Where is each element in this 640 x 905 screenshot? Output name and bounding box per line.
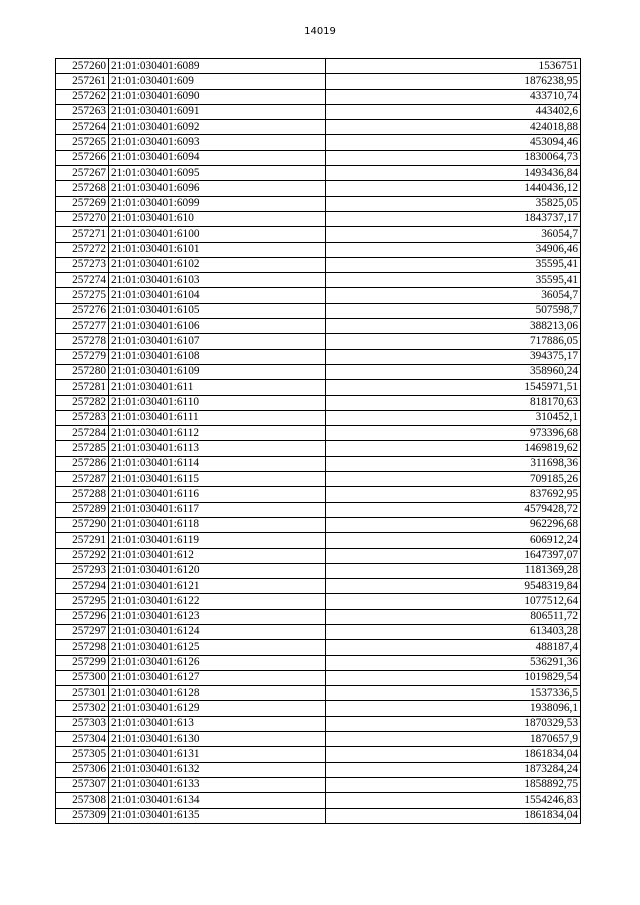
- row-number-cell: 257288: [56, 487, 109, 502]
- cadastral-number-cell: 21:01:030401:6125: [109, 640, 326, 655]
- table-row: [56, 150, 581, 165]
- table-body: [56, 59, 581, 824]
- cadastral-number-cell: 21:01:030401:6121: [109, 579, 326, 594]
- cadastral-number-cell: 21:01:030401:6093: [109, 135, 326, 150]
- row-number-cell: 257278: [56, 334, 109, 349]
- cadastral-value-cell: 507598,7: [326, 303, 581, 318]
- table-row: [56, 670, 581, 685]
- cadastral-value-cell: 388213,06: [326, 319, 581, 334]
- table-row: [56, 181, 581, 196]
- table-row: [56, 89, 581, 104]
- row-number-cell: 257294: [56, 579, 109, 594]
- row-number-cell: 257298: [56, 640, 109, 655]
- cadastral-value-cell: 1938096,1: [326, 701, 581, 716]
- cadastral-value-cell: 433710,74: [326, 89, 581, 104]
- table-row: [56, 456, 581, 471]
- cadastral-number-cell: 21:01:030401:6126: [109, 655, 326, 670]
- table-row: [56, 686, 581, 701]
- row-number-cell: 257308: [56, 793, 109, 808]
- row-number-cell: 257263: [56, 104, 109, 119]
- table-row: [56, 762, 581, 777]
- table-row: [56, 533, 581, 548]
- table-row: [56, 808, 581, 823]
- cadastral-number-cell: 21:01:030401:6124: [109, 624, 326, 639]
- table-row: [56, 120, 581, 135]
- cadastral-value-cell: 709185,26: [326, 472, 581, 487]
- table-row: [56, 380, 581, 395]
- row-number-cell: 257265: [56, 135, 109, 150]
- table-row: [56, 364, 581, 379]
- cadastral-number-cell: 21:01:030401:609: [109, 74, 326, 89]
- cadastral-value-cell: 806511,72: [326, 609, 581, 624]
- row-number-cell: 257273: [56, 257, 109, 272]
- page-number: 14019: [304, 26, 336, 37]
- cadastral-value-cell: 1843737,17: [326, 211, 581, 226]
- cadastral-value-cell: 1876238,95: [326, 74, 581, 89]
- cadastral-number-cell: 21:01:030401:610: [109, 211, 326, 226]
- cadastral-number-cell: 21:01:030401:6122: [109, 594, 326, 609]
- cadastral-number-cell: 21:01:030401:6127: [109, 670, 326, 685]
- cadastral-number-cell: 21:01:030401:6103: [109, 273, 326, 288]
- cadastral-value-cell: 1019829,54: [326, 670, 581, 685]
- cadastral-number-cell: 21:01:030401:6132: [109, 762, 326, 777]
- table-row: [56, 777, 581, 792]
- row-number-cell: 257260: [56, 59, 109, 74]
- cadastral-value-cell: 717886,05: [326, 334, 581, 349]
- row-number-cell: 257269: [56, 196, 109, 211]
- table-row: [56, 303, 581, 318]
- row-number-cell: 257272: [56, 242, 109, 257]
- cadastral-number-cell: 21:01:030401:6105: [109, 303, 326, 318]
- table-row: [56, 227, 581, 242]
- cadastral-value-cell: 453094,46: [326, 135, 581, 150]
- cadastral-value-cell: 358960,24: [326, 364, 581, 379]
- cadastral-value-cell: 311698,36: [326, 456, 581, 471]
- cadastral-number-cell: 21:01:030401:6135: [109, 808, 326, 823]
- cadastral-value-cell: 606912,24: [326, 533, 581, 548]
- row-number-cell: 257276: [56, 303, 109, 318]
- table-row: [56, 349, 581, 364]
- cadastral-value-table: [55, 58, 581, 824]
- cadastral-value-cell: 35825,05: [326, 196, 581, 211]
- row-number-cell: 257301: [56, 686, 109, 701]
- row-number-cell: 257292: [56, 548, 109, 563]
- table-row: [56, 655, 581, 670]
- cadastral-value-cell: 36054,7: [326, 227, 581, 242]
- row-number-cell: 257309: [56, 808, 109, 823]
- cadastral-value-cell: 1830064,73: [326, 150, 581, 165]
- cadastral-number-cell: 21:01:030401:6089: [109, 59, 326, 74]
- cadastral-number-cell: 21:01:030401:6134: [109, 793, 326, 808]
- row-number-cell: 257284: [56, 426, 109, 441]
- row-number-cell: 257277: [56, 319, 109, 334]
- cadastral-value-cell: 9548319,84: [326, 579, 581, 594]
- table-row: [56, 166, 581, 181]
- cadastral-number-cell: 21:01:030401:6104: [109, 288, 326, 303]
- cadastral-number-cell: 21:01:030401:6118: [109, 517, 326, 532]
- table-row: [56, 59, 581, 74]
- row-number-cell: 257290: [56, 517, 109, 532]
- row-number-cell: 257304: [56, 732, 109, 747]
- cadastral-value-cell: 1493436,84: [326, 166, 581, 181]
- cadastral-value-cell: 973396,68: [326, 426, 581, 441]
- row-number-cell: 257296: [56, 609, 109, 624]
- table-row: [56, 793, 581, 808]
- row-number-cell: 257289: [56, 502, 109, 517]
- cadastral-value-cell: 1077512,64: [326, 594, 581, 609]
- row-number-cell: 257302: [56, 701, 109, 716]
- row-number-cell: 257266: [56, 150, 109, 165]
- cadastral-number-cell: 21:01:030401:6109: [109, 364, 326, 379]
- cadastral-number-cell: 21:01:030401:6094: [109, 150, 326, 165]
- cadastral-number-cell: 21:01:030401:612: [109, 548, 326, 563]
- cadastral-value-cell: 1469819,62: [326, 441, 581, 456]
- cadastral-number-cell: 21:01:030401:6120: [109, 563, 326, 578]
- cadastral-value-cell: 1873284,24: [326, 762, 581, 777]
- table-row: [56, 502, 581, 517]
- cadastral-value-cell: 1440436,12: [326, 181, 581, 196]
- row-number-cell: 257287: [56, 472, 109, 487]
- cadastral-value-cell: 34906,46: [326, 242, 581, 257]
- cadastral-number-cell: 21:01:030401:6099: [109, 196, 326, 211]
- cadastral-value-cell: 443402,6: [326, 104, 581, 119]
- cadastral-number-cell: 21:01:030401:6100: [109, 227, 326, 242]
- table-row: [56, 74, 581, 89]
- row-number-cell: 257264: [56, 120, 109, 135]
- cadastral-number-cell: 21:01:030401:6110: [109, 395, 326, 410]
- cadastral-number-cell: 21:01:030401:6096: [109, 181, 326, 196]
- row-number-cell: 257261: [56, 74, 109, 89]
- cadastral-number-cell: 21:01:030401:611: [109, 380, 326, 395]
- table-row: [56, 732, 581, 747]
- table-row: [56, 624, 581, 639]
- cadastral-number-cell: 21:01:030401:6112: [109, 426, 326, 441]
- cadastral-number-cell: 21:01:030401:6092: [109, 120, 326, 135]
- table-row: [56, 211, 581, 226]
- cadastral-value-cell: 394375,17: [326, 349, 581, 364]
- cadastral-value-cell: 818170,63: [326, 395, 581, 410]
- cadastral-number-cell: 21:01:030401:6123: [109, 609, 326, 624]
- row-number-cell: 257297: [56, 624, 109, 639]
- cadastral-number-cell: 21:01:030401:6101: [109, 242, 326, 257]
- cadastral-number-cell: 21:01:030401:6128: [109, 686, 326, 701]
- cadastral-number-cell: 21:01:030401:6131: [109, 747, 326, 762]
- cadastral-value-cell: 310452,1: [326, 410, 581, 425]
- cadastral-value-cell: 1870657,9: [326, 732, 581, 747]
- row-number-cell: 257283: [56, 410, 109, 425]
- table-row: [56, 487, 581, 502]
- cadastral-value-cell: 1545971,51: [326, 380, 581, 395]
- cadastral-number-cell: 21:01:030401:6091: [109, 104, 326, 119]
- table-row: [56, 747, 581, 762]
- table-row: [56, 334, 581, 349]
- table-row: [56, 288, 581, 303]
- row-number-cell: 257291: [56, 533, 109, 548]
- cadastral-value-cell: 1861834,04: [326, 808, 581, 823]
- cadastral-value-cell: 4579428,72: [326, 502, 581, 517]
- table-row: [56, 410, 581, 425]
- cadastral-value-cell: 35595,41: [326, 273, 581, 288]
- row-number-cell: 257286: [56, 456, 109, 471]
- cadastral-value-cell: 35595,41: [326, 257, 581, 272]
- cadastral-number-cell: 21:01:030401:6111: [109, 410, 326, 425]
- table-row: [56, 472, 581, 487]
- cadastral-number-cell: 21:01:030401:6102: [109, 257, 326, 272]
- row-number-cell: 257300: [56, 670, 109, 685]
- cadastral-value-cell: 424018,88: [326, 120, 581, 135]
- table-row: [56, 273, 581, 288]
- cadastral-value-cell: 1647397,07: [326, 548, 581, 563]
- row-number-cell: 257307: [56, 777, 109, 792]
- cadastral-value-cell: 837692,95: [326, 487, 581, 502]
- cadastral-value-cell: 1870329,53: [326, 716, 581, 731]
- row-number-cell: 257280: [56, 364, 109, 379]
- cadastral-value-cell: 613403,28: [326, 624, 581, 639]
- table-row: [56, 441, 581, 456]
- table-row: [56, 242, 581, 257]
- table-row: [56, 104, 581, 119]
- table-row: [56, 257, 581, 272]
- cadastral-number-cell: 21:01:030401:6130: [109, 732, 326, 747]
- cadastral-number-cell: 21:01:030401:613: [109, 716, 326, 731]
- row-number-cell: 257303: [56, 716, 109, 731]
- cadastral-number-cell: 21:01:030401:6133: [109, 777, 326, 792]
- cadastral-value-cell: 1554246,83: [326, 793, 581, 808]
- row-number-cell: 257295: [56, 594, 109, 609]
- cadastral-value-cell: 1861834,04: [326, 747, 581, 762]
- table-row: [56, 579, 581, 594]
- row-number-cell: 257293: [56, 563, 109, 578]
- row-number-cell: 257279: [56, 349, 109, 364]
- table-row: [56, 594, 581, 609]
- table-row: [56, 517, 581, 532]
- row-number-cell: 257271: [56, 227, 109, 242]
- table-row: [56, 426, 581, 441]
- cadastral-value-cell: 1537336,5: [326, 686, 581, 701]
- cadastral-number-cell: 21:01:030401:6107: [109, 334, 326, 349]
- cadastral-number-cell: 21:01:030401:6116: [109, 487, 326, 502]
- cadastral-value-cell: 1536751: [326, 59, 581, 74]
- row-number-cell: 257281: [56, 380, 109, 395]
- row-number-cell: 257282: [56, 395, 109, 410]
- cadastral-value-cell: 1181369,28: [326, 563, 581, 578]
- row-number-cell: 257268: [56, 181, 109, 196]
- cadastral-number-cell: 21:01:030401:6119: [109, 533, 326, 548]
- row-number-cell: 257299: [56, 655, 109, 670]
- cadastral-value-cell: 36054,7: [326, 288, 581, 303]
- table-row: [56, 319, 581, 334]
- table-row: [56, 548, 581, 563]
- row-number-cell: 257267: [56, 166, 109, 181]
- cadastral-number-cell: 21:01:030401:6117: [109, 502, 326, 517]
- table-row: [56, 135, 581, 150]
- row-number-cell: 257285: [56, 441, 109, 456]
- row-number-cell: 257270: [56, 211, 109, 226]
- table-row: [56, 609, 581, 624]
- table-row: [56, 563, 581, 578]
- table-row: [56, 701, 581, 716]
- cadastral-value-cell: 1858892,75: [326, 777, 581, 792]
- table-row: [56, 640, 581, 655]
- cadastral-number-cell: 21:01:030401:6090: [109, 89, 326, 104]
- cadastral-number-cell: 21:01:030401:6129: [109, 701, 326, 716]
- cadastral-number-cell: 21:01:030401:6114: [109, 456, 326, 471]
- cadastral-number-cell: 21:01:030401:6106: [109, 319, 326, 334]
- cadastral-number-cell: 21:01:030401:6115: [109, 472, 326, 487]
- row-number-cell: 257305: [56, 747, 109, 762]
- cadastral-number-cell: 21:01:030401:6108: [109, 349, 326, 364]
- cadastral-number-cell: 21:01:030401:6113: [109, 441, 326, 456]
- table-row: [56, 395, 581, 410]
- row-number-cell: 257262: [56, 89, 109, 104]
- cadastral-value-cell: 488187,4: [326, 640, 581, 655]
- cadastral-value-cell: 962296,68: [326, 517, 581, 532]
- cadastral-number-cell: 21:01:030401:6095: [109, 166, 326, 181]
- row-number-cell: 257306: [56, 762, 109, 777]
- table-row: [56, 716, 581, 731]
- cadastral-value-cell: 536291,36: [326, 655, 581, 670]
- row-number-cell: 257274: [56, 273, 109, 288]
- row-number-cell: 257275: [56, 288, 109, 303]
- table-row: [56, 196, 581, 211]
